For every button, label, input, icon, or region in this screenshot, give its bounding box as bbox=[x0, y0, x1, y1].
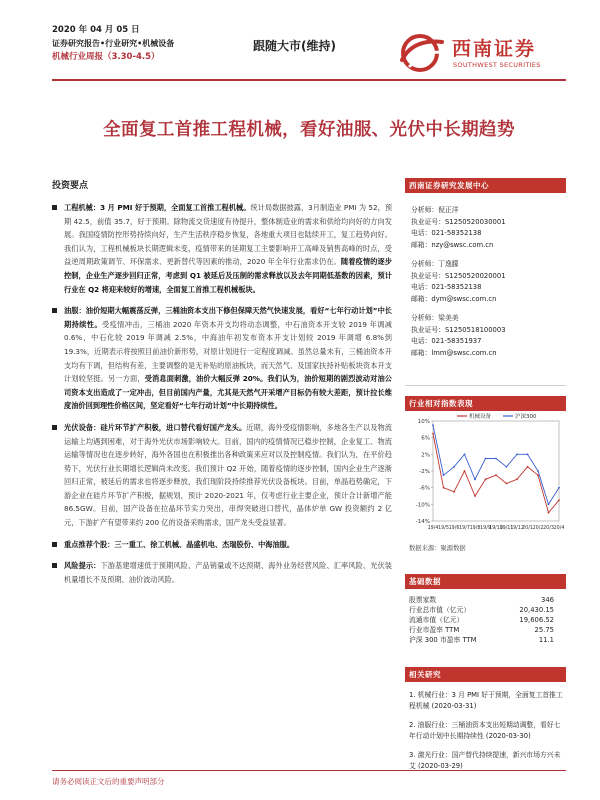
data-point bbox=[453, 466, 455, 468]
summary-item bbox=[52, 421, 392, 530]
table-row bbox=[405, 625, 566, 635]
y-tick-label: -2% bbox=[419, 469, 430, 475]
table-row bbox=[405, 635, 566, 645]
x-tick-label: 19/11 bbox=[499, 526, 514, 531]
data-point bbox=[464, 470, 466, 472]
summary-item-lead: 工程机械：3 月 PMI 好于预期，全面复工首推工程机械。 bbox=[64, 203, 251, 212]
analyst-list bbox=[405, 193, 566, 386]
report-category: 证券研究报告•行业研究•机械设备 bbox=[52, 39, 175, 48]
data-point bbox=[485, 458, 487, 460]
footer-disclaimer: 请务必阅读正文后的重要声明部分 bbox=[52, 777, 165, 786]
basic-value: 25.75 bbox=[534, 626, 554, 634]
analyst-email[interactable]: 邮箱：lmm@swsc.com.cn bbox=[411, 348, 497, 357]
analyst-name: 分析师：丁逸朦 bbox=[411, 260, 459, 268]
summary-item-body: 下游基建增速低于预期风险、产品销量或不达预期、海外业务经营风险、汇率风险、光伏装机量增长不及预期、油价波动风险。 bbox=[64, 561, 392, 584]
basic-data-table bbox=[405, 595, 566, 645]
y-tick-label: 2% bbox=[421, 452, 430, 459]
x-tick-label: 19/9 bbox=[480, 526, 491, 531]
analyst-name: 分析师：梁美美 bbox=[411, 314, 459, 322]
x-tick-label: 20/4 bbox=[553, 526, 565, 531]
data-point bbox=[474, 495, 476, 497]
analyst-email[interactable]: 邮箱：dym@swsc.com.cn bbox=[411, 294, 497, 303]
data-point bbox=[443, 487, 445, 489]
x-tick-label: 20/3 bbox=[543, 526, 554, 531]
data-point bbox=[527, 466, 529, 468]
related-research-link[interactable]: 3. 激光行业：国产替代持续提速，新兴市场方兴未艾 (2020-03-29) bbox=[409, 751, 561, 770]
summary-item-body: 统计局数据披露，3月制造业 PMI 为 52，预期 42.5，前值 35.7，好于预期。除物流交货速度有待提升，整体制造业的需求和供给均向好的方向发展。我国疫情防控形势持续向好，生产生活秩序稳步恢复，各地重大项目也陆续开工，复工趋势向好。我们认为，工程机械板块长期逻辑未变，疫情带来的延期复工主要影响开工高峰及销售高峰的时点，受益逆周期政策调节、环保需求、更新替代等因素的推动，2020 年全年行业需求仍在。 bbox=[64, 203, 393, 267]
x-tick-label: 19/10 bbox=[489, 526, 503, 531]
report-date: 2020 年 04 月 05 日 bbox=[52, 25, 140, 35]
chart-heading: 行业相对指数表现 bbox=[405, 396, 566, 411]
logo-text-cn: 西南证券 bbox=[452, 38, 537, 60]
line-chart bbox=[405, 411, 566, 539]
x-tick-label: 19/8 bbox=[469, 526, 481, 531]
y-tick-label: -10% bbox=[415, 502, 430, 509]
table-row bbox=[405, 615, 566, 625]
analyst-phone: 电话：021-58352138 bbox=[411, 229, 482, 237]
analyst-card bbox=[405, 259, 566, 305]
summary-item-body: 受疫情冲击，三桶油 2020 年资本开支均将动态调整，中石油资本开支较 2019 年调减 0.6%，中石化较 2019 年调减 2.5%，中海油年初发布资本开支计划较 2019 年调增 6.8%到 19.3%，近期表示将按照目前油价新形势，对原计划进行一定程度调减。虽然总量未有，三桶油资本开支均有下调，但结构有差，主要调整的是无补贴的原油板块，而天然气、及国家扶持补贴板块资本开支计划较坚挺。另一方面， bbox=[64, 319, 392, 384]
x-tick-label: 19/6 bbox=[448, 526, 460, 531]
summary-item bbox=[52, 538, 392, 552]
data-point bbox=[516, 453, 518, 455]
related-research-heading: 相关研究 bbox=[405, 667, 566, 682]
summary-item-lead: 重点推荐个股：三一重工、徐工机械、晶盛机电、杰瑞股份、中海油服。 bbox=[64, 539, 295, 549]
logo-emblem-icon bbox=[396, 30, 448, 76]
sidebar bbox=[405, 178, 566, 772]
basic-label: 沪深 300 市盈率 TTM bbox=[409, 636, 477, 644]
data-point bbox=[537, 470, 539, 472]
data-point bbox=[495, 474, 497, 476]
table-row bbox=[405, 605, 566, 615]
basic-value: 346 bbox=[541, 596, 554, 604]
data-point bbox=[558, 499, 560, 501]
company-logo bbox=[396, 30, 566, 76]
analyst-cert: 执业证号：S1250518100003 bbox=[411, 325, 506, 334]
basic-value: 20,430.15 bbox=[519, 606, 554, 614]
basic-value: 19,606.52 bbox=[519, 616, 554, 624]
basic-label: 行业市盈率 TTM bbox=[409, 626, 460, 634]
summary-item bbox=[52, 559, 392, 586]
report-title: 全面复工首推工程机械，看好油服、光伏中长期趋势 bbox=[103, 120, 515, 140]
y-tick-label: -6% bbox=[419, 485, 430, 492]
x-tick-label: 19/12 bbox=[510, 526, 524, 531]
basic-label: 股票家数 bbox=[409, 596, 437, 604]
summary-item-tail: 随着疫情的逐步控制，企业生产逐步回归正常，考虑到 Q1 被延后及压制的需求释放以及去年同期低基数的因素，预计行业在 Q2 将迎来较好的增速，全面复工首推工程机械板块。 bbox=[64, 257, 392, 294]
data-point bbox=[506, 483, 508, 485]
investment-summary bbox=[52, 178, 392, 594]
bullet-square-icon bbox=[52, 308, 57, 313]
data-point bbox=[548, 512, 550, 514]
summary-item-lead: 油服：油价短期大幅震荡反弹，三桶油资本支出下修但保障天然气快速发展，看好“七年行动计划”中长期持续性。 bbox=[64, 306, 392, 329]
data-point bbox=[537, 474, 539, 476]
related-research-link[interactable]: 2. 油服行业：三桶油资本支出短期动调整，看好七年行动计划中长期持续性 (2020-03-30) bbox=[409, 721, 561, 740]
summary-item-tail: 受消息面刺激，油价大幅反弹 20%。我们认为，油价短期的剧烈波动对油公司资本支出造成了一定冲击，但目前国内产量，尤其是天然气开采增产目标仍有较大差距，预计拉长维度油价回到理性价格区间，坚定看好“七年行动计划”中长期持续性。 bbox=[64, 374, 392, 411]
bullet-square-icon bbox=[52, 542, 57, 547]
summary-item-lead: 风险提示： bbox=[64, 561, 101, 571]
y-tick-label: 6% bbox=[421, 435, 430, 442]
header-divider bbox=[52, 79, 566, 81]
related-research-link[interactable]: 1. 机械行业：3 月 PMI 好于预期，全面复工首推工程机械 (2020-03-31) bbox=[409, 691, 563, 710]
series-line-machinery bbox=[433, 434, 559, 513]
data-point bbox=[506, 466, 508, 468]
y-tick-label: 10% bbox=[417, 419, 430, 425]
basic-data-heading: 基础数据 bbox=[405, 574, 566, 589]
chart-source: 数据来源：聚源数据 bbox=[409, 545, 466, 552]
data-point bbox=[453, 491, 455, 493]
data-point bbox=[548, 503, 550, 505]
series-line-csi300 bbox=[433, 425, 559, 504]
data-point bbox=[432, 433, 434, 435]
x-tick-label: 19/7 bbox=[459, 526, 470, 531]
analyst-card bbox=[405, 205, 566, 251]
analyst-heading: 西南证券研究发展中心 bbox=[405, 178, 566, 193]
summary-item-body: 近期，海外受疫情影响，多地各生产以及物流运输上均遇到困难，对于海外光伏市场影响较大。目前，国内的疫情情况已稳步控制，企业复工、物流运输等情况也在逐步转好，海外各国也在积极推出各种政策来应对以及控制疫情。我们认为，在平价趋势下，光伏行业长期增长逻辑尚未改变。我们预计 Q2 开始，随着疫情的逐步控制，国内企业生产逐渐回归正常，被延后的需求也将逐步释放，我们现阶段持续推荐光伏设备板块。目前，单晶趋势确定，下游企业在硅片环节扩产积极，据规划，预计 2020-2021 年，仅考虑行业主要企业，预计合计新增产能 86.5GW。目前，国产设备在拉晶环节实力突出，串焊突破进口替代，晶体炉单 GW 投资额约 2 亿元，下游扩产有望带来约 200 亿的设备采购需求，国产龙头受益显著。 bbox=[64, 422, 392, 528]
bullet-square-icon bbox=[52, 205, 57, 210]
analyst-cert: 执业证号：S1250520020001 bbox=[411, 271, 506, 280]
report-weekly: 机械行业周报（3.30-4.5） bbox=[52, 52, 160, 62]
industry-rating: 跟随大市(维持) bbox=[253, 39, 336, 53]
summary-heading: 投资要点 bbox=[52, 181, 89, 191]
analyst-phone: 电话：021-58352138 bbox=[411, 283, 482, 291]
table-row bbox=[405, 595, 566, 605]
analyst-name: 分析师：倪正洋 bbox=[411, 206, 459, 214]
legend-label: 沪深300 bbox=[515, 414, 537, 420]
plot-frame bbox=[433, 421, 559, 521]
x-tick-label: 19/5 bbox=[438, 526, 449, 531]
x-tick-label: 19/4 bbox=[427, 526, 439, 531]
summary-item-lead: 光伏设备：硅片环节扩产积极，进口替代看好国产龙头。 bbox=[64, 422, 247, 432]
report-meta bbox=[52, 24, 272, 64]
logo-text-en: SOUTHWEST SECURITIES bbox=[453, 61, 541, 69]
bullet-square-icon bbox=[52, 425, 57, 430]
relative-index-chart bbox=[405, 396, 566, 552]
data-point bbox=[527, 453, 529, 455]
basic-value: 11.1 bbox=[538, 636, 554, 644]
footer-divider bbox=[52, 770, 566, 771]
data-point bbox=[474, 478, 476, 480]
analyst-card bbox=[405, 313, 566, 359]
legend-label: 机械设备 bbox=[469, 414, 492, 420]
basic-label: 流通市值（亿元） bbox=[409, 616, 464, 624]
analyst-phone: 电话：021-58351937 bbox=[411, 337, 482, 345]
summary-item bbox=[52, 201, 392, 296]
basic-label: 行业总市值（亿元） bbox=[409, 606, 471, 614]
bullet-square-icon bbox=[52, 563, 57, 568]
y-tick-label: -14% bbox=[415, 519, 430, 525]
summary-item bbox=[52, 304, 392, 413]
x-tick-label: 20/1 bbox=[522, 526, 533, 531]
analyst-email[interactable]: 邮箱：nzy@swsc.com.cn bbox=[411, 240, 494, 249]
x-tick-label: 20/2 bbox=[532, 526, 544, 531]
data-point bbox=[558, 487, 560, 489]
chart-area bbox=[405, 411, 566, 539]
data-point bbox=[495, 458, 497, 460]
data-point bbox=[432, 424, 434, 426]
analyst-cert: 执业证号：S1250520030001 bbox=[411, 217, 506, 226]
data-point bbox=[516, 478, 518, 480]
data-point bbox=[443, 474, 445, 476]
data-point bbox=[485, 478, 487, 480]
data-point bbox=[464, 453, 466, 455]
